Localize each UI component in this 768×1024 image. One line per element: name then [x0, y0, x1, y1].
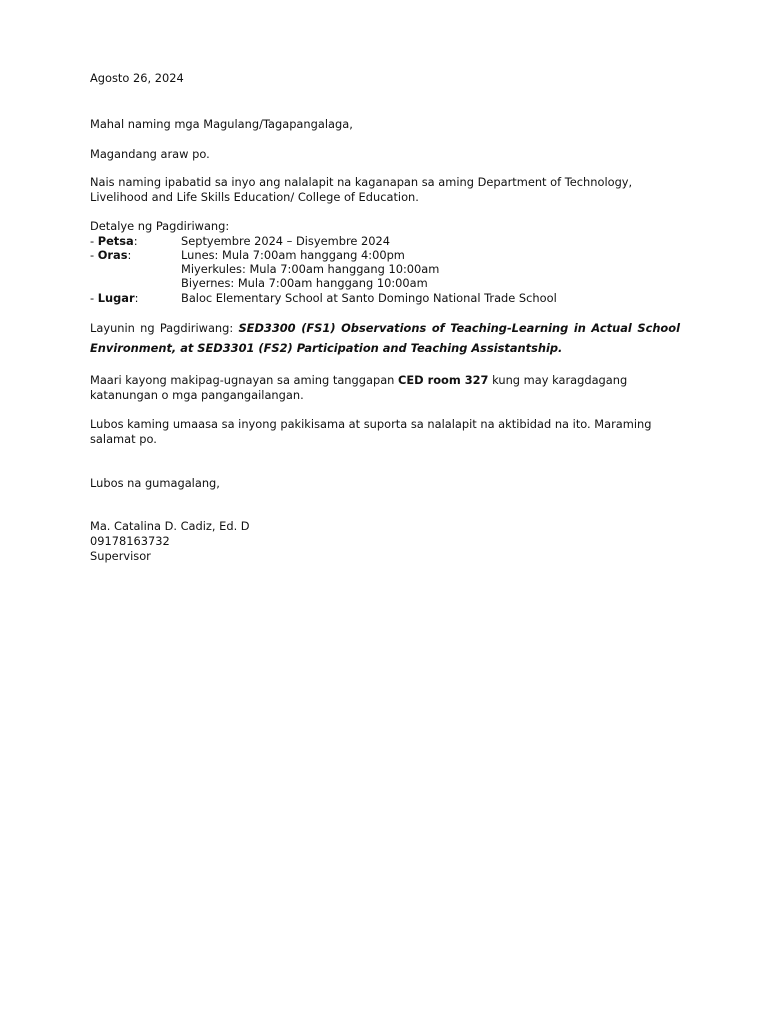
letter-date: Agosto 26, 2024 [90, 71, 184, 85]
intro-paragraph: Nais naming ipabatid sa inyo ang nalalapit na kaganapan sa aming Department of Technology, Livelihood and Life Skills Education/ College of Education. [90, 175, 633, 204]
details-heading: Detalye ng Pagdiriwang: [90, 219, 230, 233]
salutation: Mahal naming mga Magulang/Tagapangalaga, [90, 117, 353, 131]
objective-text: SED3300 (FS1) Observations of Teaching-Learning in Actual School Environment, at SED3301 (FS2) Participation and Teaching Assistantship. [90, 321, 680, 355]
contact-room: CED room 327 [398, 373, 489, 387]
greeting: Magandang araw po. [90, 147, 210, 161]
detail-oras-line: Lunes: Mula 7:00am hanggang 4:00pm [181, 248, 405, 262]
detail-oras-label: - Oras: [90, 248, 132, 262]
objective-prefix: Layunin ng Pagdiriwang: [90, 321, 234, 335]
detail-petsa-value: Septyembre 2024 – Disyembre 2024 [181, 234, 390, 248]
detail-oras-line: Biyernes: Mula 7:00am hanggang 10:00am [181, 276, 428, 290]
signatory-title: Supervisor [90, 549, 151, 563]
detail-lugar-value: Baloc Elementary School at Santo Domingo National Trade School [181, 291, 557, 305]
signatory-name: Ma. Catalina D. Cadiz, Ed. D [90, 519, 250, 533]
signatory-phone: 09178163732 [90, 534, 170, 548]
detail-lugar-label: - Lugar: [90, 291, 139, 305]
detail-petsa-label: - Petsa: [90, 234, 138, 248]
support-paragraph: Lubos kaming umaasa sa inyong pakikisama at suporta sa nalalapit na aktibidad na ito. Maraming salamat po. [90, 417, 652, 446]
closing: Lubos na gumagalang, [90, 476, 220, 490]
contact-paragraph: Maari kayong makipag-ugnayan sa aming tanggapan CED room 327 kung may karagdagang katanungan o mga pangangailangan. [90, 373, 628, 402]
detail-oras-line: Miyerkules: Mula 7:00am hanggang 10:00am [181, 262, 440, 276]
objective-paragraph [90, 318, 680, 358]
